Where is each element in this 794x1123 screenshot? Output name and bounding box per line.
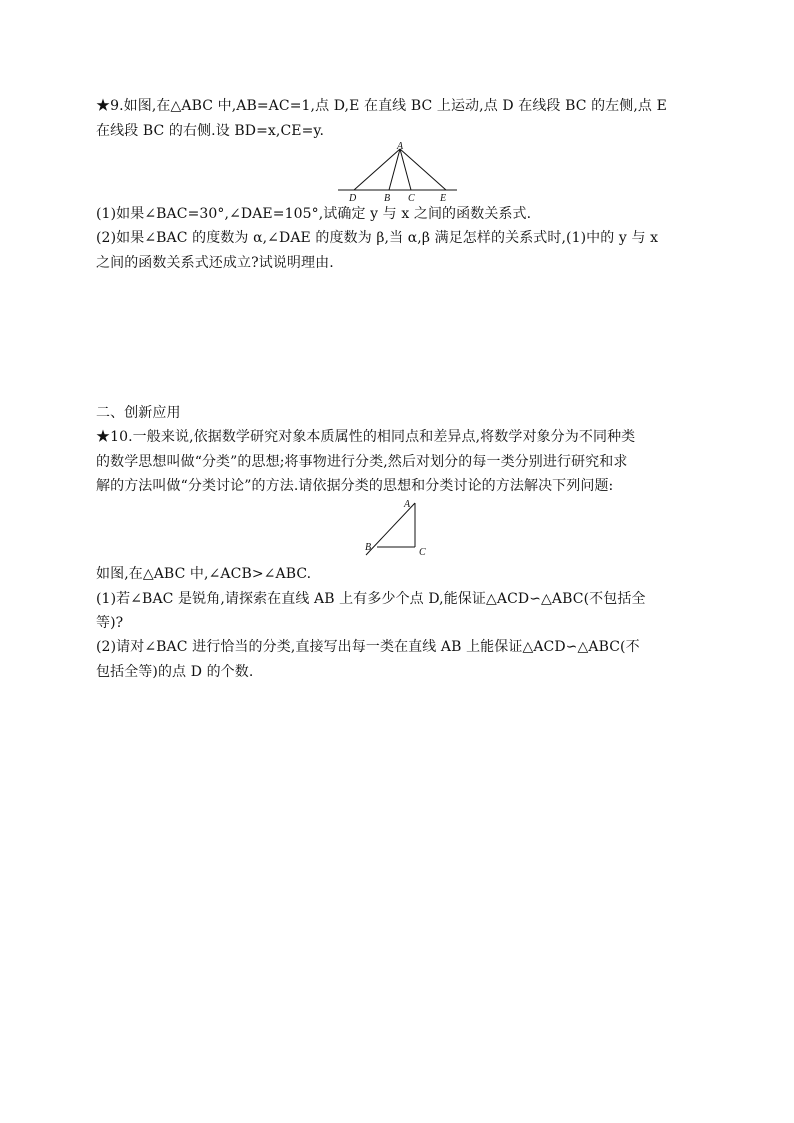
label-b: B [384,193,391,204]
problem-9-question-2-line-1: (2)如果∠BAC 的度数为 α,∠DAE 的度数为 β,当 α,β 满足怎样的关系式时,(1)中的 y 与 x [96,230,659,246]
problem-10-question-1-line-1: (1)若∠BAC 是锐角,请探索在直线 AB 上有多少个点 D,能保证△ACD∽△ABC(不包括全 [96,591,646,607]
label-c: C [419,547,426,558]
problem-9-triangle-diagram [336,142,460,204]
problem-9-figure [336,142,460,204]
label-a: A [397,142,404,152]
segment-ac [400,149,411,190]
problem-9-text-line-1: ★9.如图,在△ABC 中,AB=AC=1,点 D,E 在直线 BC 上运动,点 D 在线段 BC 的左侧,点 E [96,98,667,114]
problem-10-text-line-3: 解的方法叫做“分类讨论”的方法.请依据分类的思想和分类讨论的方法解决下列问题: [96,478,614,494]
problem-10-question-2-line-1: (2)请对∠BAC 进行恰当的分类,直接写出每一类在直线 AB 上能保证△ACD∽△ABC(不 [96,639,640,655]
problem-10-text-line-1: ★10.一般来说,依据数学研究对象本质属性的相同点和差异点,将数学对象分为不同种类 [96,429,636,445]
problem-10-question-1-line-2: 等)? [96,615,124,631]
problem-10-text-line-2: 的数学思想叫做“分类”的思想;将事物进行分类,然后对划分的每一类分别进行研究和求 [96,454,628,470]
segment-ae [400,149,446,190]
label-a: A [404,499,411,510]
segment-ab [389,149,400,190]
problem-9-question-1: (1)如果∠BAC=30°,∠DAE=105°,试确定 y 与 x 之间的函数关系式. [96,206,532,222]
problem-10-question-2-line-2: 包括全等)的点 D 的个数. [96,664,254,680]
problem-9-text-line-2: 在线段 BC 的右侧.设 BD=x,CE=y. [96,123,325,139]
problem-10-figure [362,494,434,560]
label-c: C [408,193,415,204]
segment-ad [354,149,400,190]
problem-10-triangle-diagram [362,494,434,560]
section-heading: 二、创新应用 [96,405,181,421]
label-d: D [349,193,357,204]
problem-9-question-2-line-2: 之间的函数关系式还成立?试说明理由. [96,255,334,271]
problem-10-given: 如图,在△ABC 中,∠ACB>∠ABC. [96,566,312,582]
label-b: B [365,542,372,553]
label-e: E [440,193,447,204]
